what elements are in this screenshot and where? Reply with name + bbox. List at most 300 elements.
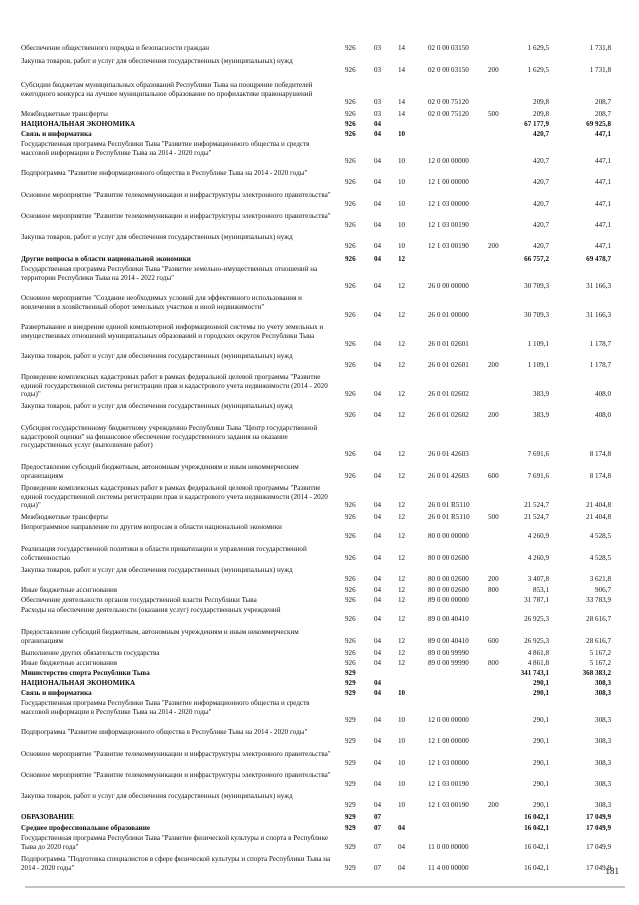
cell-rz: 04 xyxy=(374,282,382,291)
cell-amount-2: 308,3 xyxy=(595,758,611,767)
cell-pr: 12 xyxy=(398,574,406,583)
cell-amount-2: 1 731,8 xyxy=(589,65,611,74)
cell-amount-1: 30 709,3 xyxy=(524,282,549,291)
cell-name: Закупка товаров, работ и услуг для обеспечения государственных (муниципальных) нужд xyxy=(21,792,293,800)
cell-vr: 500 xyxy=(488,110,499,118)
cell-amount-1: 16 042,1 xyxy=(524,863,549,872)
cell-amount-2: 408,0 xyxy=(595,390,611,399)
cell-csr: 26 0 01 02601 xyxy=(428,340,469,349)
cell-pr: 12 xyxy=(398,340,406,349)
cell-csr: 12 1 03 00190 xyxy=(428,241,469,250)
cell-amount-1: 290,1 xyxy=(533,800,549,809)
cell-amount-2: 447,1 xyxy=(595,157,611,166)
cell-amount-2: 308,3 xyxy=(595,689,611,697)
cell-rz: 04 xyxy=(374,177,382,186)
cell-rz: 04 xyxy=(374,241,382,250)
cell-amount-1: 4 861,8 xyxy=(527,649,549,657)
cell-grbs: 926 xyxy=(345,614,356,623)
cell-csr: 80 0 00 02600 xyxy=(428,574,469,583)
cell-csr: 89 0 00 99990 xyxy=(428,649,469,657)
cell-amount-2: 447,1 xyxy=(595,220,611,229)
cell-grbs: 926 xyxy=(345,501,356,510)
cell-csr: 26 0 01 42603 xyxy=(428,449,469,458)
cell-amount-1: 7 691,6 xyxy=(527,471,549,480)
cell-rz: 07 xyxy=(374,863,382,872)
cell-rz: 04 xyxy=(374,779,382,788)
cell-amount-2: 5 167,2 xyxy=(589,659,611,667)
cell-grbs: 929 xyxy=(345,716,356,725)
cell-csr: 26 0 01 R5110 xyxy=(428,501,470,510)
cell-name: Выполнение других обязательств государства xyxy=(21,649,160,657)
cell-rz: 04 xyxy=(374,255,382,263)
cell-rz: 04 xyxy=(374,800,382,809)
cell-rz: 04 xyxy=(374,586,382,594)
cell-vr: 800 xyxy=(488,659,499,667)
cell-name: Основное мероприятие "Развитие телекоммуникации и инфраструктуры электронного правительства" xyxy=(21,771,331,779)
cell-rz: 04 xyxy=(374,574,382,583)
cell-amount-1: 4 260,9 xyxy=(527,553,549,562)
cell-pr: 10 xyxy=(398,716,406,725)
cell-pr: 12 xyxy=(398,501,406,510)
cell-name: Предоставление субсидий бюджетным, автономным учреждениям и иным некоммерческим организациям xyxy=(21,628,299,645)
cell-name: Основное мероприятие "Развитие телекоммуникации и инфраструктуры электронного правительства" xyxy=(21,191,331,199)
cell-csr: 12 1 00 00000 xyxy=(428,177,469,186)
cell-pr: 14 xyxy=(398,65,406,74)
cell-rz: 04 xyxy=(374,501,382,510)
cell-csr: 80 0 00 02600 xyxy=(428,586,469,594)
cell-amount-1: 420,7 xyxy=(533,130,549,138)
cell-name: Государственная программа Республики Тыва "Развитие земельно-имущественных отношений на территории Республики Тыва на 2014 - 2022 годы" xyxy=(21,265,318,282)
cell-amount-1: 31 787,1 xyxy=(524,596,549,604)
cell-amount-1: 383,9 xyxy=(533,390,549,399)
cell-amount-2: 4 528,5 xyxy=(589,531,611,540)
cell-pr: 12 xyxy=(398,282,406,291)
cell-amount-2: 8 174,8 xyxy=(589,449,611,458)
cell-grbs: 926 xyxy=(345,282,356,291)
cell-rz: 07 xyxy=(374,842,382,851)
cell-name: Основное мероприятие "Развитие телекоммуникации и инфраструктуры электронного правительства" xyxy=(21,750,331,758)
cell-amount-1: 21 524,7 xyxy=(524,513,549,521)
cell-name: Закупка товаров, работ и услуг для обеспечения государственных (муниципальных) нужд xyxy=(21,57,293,65)
cell-grbs: 926 xyxy=(345,390,356,399)
cell-amount-2: 447,1 xyxy=(595,241,611,250)
cell-name: Государственная программа Республики Тыва "Развитие информационного общества и средств массовой информации в Республике Тыва на 2014 - 2020 годы" xyxy=(21,140,310,157)
cell-amount-2: 308,3 xyxy=(595,736,611,745)
cell-name: Закупка товаров, работ и услуг для обеспечения государственных (муниципальных) нужд xyxy=(21,402,293,410)
cell-pr: 12 xyxy=(398,410,406,419)
cell-pr: 10 xyxy=(398,689,406,697)
cell-amount-2: 368 383,2 xyxy=(582,669,611,677)
cell-name: Закупка товаров, работ и услуг для обеспечения государственных (муниципальных) нужд xyxy=(21,566,293,574)
cell-amount-1: 26 925,3 xyxy=(524,614,549,623)
cell-grbs: 926 xyxy=(345,110,356,118)
cell-name: Подпрограмма "Подготовка специалистов в сфере физической культуры и спорта Республики Тыва на 2014 - 2020 годы" xyxy=(21,855,331,872)
cell-csr: 02 0 00 03150 xyxy=(428,65,469,74)
cell-vr: 200 xyxy=(488,800,499,809)
cell-csr: 12 1 00 00000 xyxy=(428,736,469,745)
page-number: 181 xyxy=(605,866,619,876)
cell-amount-2: 1 178,7 xyxy=(589,340,611,349)
cell-csr: 89 0 00 40410 xyxy=(428,636,469,645)
cell-csr: 26 0 01 02601 xyxy=(428,360,469,369)
cell-pr: 12 xyxy=(398,390,406,399)
cell-amount-1: 66 757,2 xyxy=(524,255,549,263)
cell-grbs: 926 xyxy=(345,410,356,419)
cell-csr: 12 0 00 00000 xyxy=(428,716,469,725)
cell-amount-1: 420,7 xyxy=(533,220,549,229)
cell-rz: 04 xyxy=(374,659,382,667)
cell-amount-2: 69 478,7 xyxy=(586,255,611,263)
cell-rz: 04 xyxy=(374,220,382,229)
cell-grbs: 926 xyxy=(345,199,356,208)
cell-csr: 11 4 00 00000 xyxy=(428,863,469,872)
cell-rz: 04 xyxy=(374,614,382,623)
cell-amount-2: 447,1 xyxy=(595,130,611,138)
cell-rz: 04 xyxy=(374,360,382,369)
cell-rz: 04 xyxy=(374,449,382,458)
cell-csr: 80 0 00 02600 xyxy=(428,553,469,562)
cell-name: Обеспечение деятельности органов государственной власти Республики Тыва xyxy=(21,596,257,604)
cell-vr: 600 xyxy=(488,471,499,480)
cell-csr: 26 0 01 02602 xyxy=(428,410,469,419)
cell-grbs: 926 xyxy=(345,65,356,74)
cell-grbs: 926 xyxy=(345,471,356,480)
cell-amount-2: 308,3 xyxy=(595,779,611,788)
cell-csr: 11 0 00 00000 xyxy=(428,842,469,851)
cell-name: НАЦИОНАЛЬНАЯ ЭКОНОМИКА xyxy=(21,120,136,128)
cell-amount-1: 341 743,1 xyxy=(520,669,549,677)
cell-rz: 04 xyxy=(374,410,382,419)
cell-csr: 12 1 03 00000 xyxy=(428,199,469,208)
cell-grbs: 926 xyxy=(345,44,356,52)
cell-rz: 04 xyxy=(374,596,382,604)
cell-amount-1: 420,7 xyxy=(533,199,549,208)
cell-amount-2: 5 167,2 xyxy=(589,649,611,657)
cell-amount-1: 1 109,1 xyxy=(527,340,549,349)
cell-csr: 89 0 00 00000 xyxy=(428,596,469,604)
cell-name: Связь и информатика xyxy=(21,689,92,697)
cell-name: Связь и информатика xyxy=(21,130,92,138)
cell-pr: 04 xyxy=(398,863,406,872)
cell-name: Подпрограмма "Развитие информационного общества в Республике Тыва на 2014 - 2020 годы" xyxy=(21,169,308,177)
cell-csr: 89 0 00 99990 xyxy=(428,659,469,667)
cell-csr: 02 0 00 75120 xyxy=(428,98,469,107)
cell-grbs: 926 xyxy=(345,636,356,645)
cell-csr: 12 1 03 00000 xyxy=(428,758,469,767)
cell-pr: 12 xyxy=(398,614,406,623)
cell-vr: 200 xyxy=(488,574,499,583)
cell-amount-2: 21 404,8 xyxy=(586,501,611,510)
cell-grbs: 926 xyxy=(345,220,356,229)
scan-artifact-line xyxy=(25,886,625,888)
cell-name: Другие вопросы в области национальной экономики xyxy=(21,255,191,263)
cell-pr: 12 xyxy=(398,513,406,521)
cell-grbs: 926 xyxy=(345,596,356,604)
cell-grbs: 929 xyxy=(345,679,356,687)
cell-pr: 10 xyxy=(398,241,406,250)
cell-rz: 04 xyxy=(374,689,382,697)
cell-grbs: 926 xyxy=(345,130,356,138)
cell-grbs: 926 xyxy=(345,360,356,369)
cell-amount-1: 420,7 xyxy=(533,241,549,250)
cell-vr: 800 xyxy=(488,586,499,594)
cell-csr: 12 1 03 00190 xyxy=(428,779,469,788)
cell-name: Обеспечение общественного порядка и безопасности граждан xyxy=(21,44,210,52)
cell-name: Закупка товаров, работ и услуг для обеспечения государственных (муниципальных) нужд xyxy=(21,233,293,241)
cell-csr: 12 1 03 00190 xyxy=(428,220,469,229)
cell-rz: 04 xyxy=(374,199,382,208)
cell-grbs: 929 xyxy=(345,779,356,788)
cell-vr: 200 xyxy=(488,241,499,250)
cell-amount-2: 308,3 xyxy=(595,716,611,725)
cell-vr: 600 xyxy=(488,636,499,645)
cell-name: Закупка товаров, работ и услуг для обеспечения государственных (муниципальных) нужд xyxy=(21,352,293,360)
cell-csr: 26 0 01 02602 xyxy=(428,390,469,399)
cell-pr: 12 xyxy=(398,255,406,263)
cell-rz: 04 xyxy=(374,649,382,657)
cell-amount-1: 290,1 xyxy=(533,679,549,687)
cell-name: Подпрограмма "Развитие информационного общества в Республике Тыва на 2014 - 2020 годы" xyxy=(21,728,308,736)
cell-amount-1: 290,1 xyxy=(533,736,549,745)
cell-pr: 14 xyxy=(398,44,406,52)
cell-grbs: 929 xyxy=(345,813,356,821)
cell-pr: 10 xyxy=(398,779,406,788)
cell-grbs: 926 xyxy=(345,553,356,562)
cell-csr: 80 0 00 00000 xyxy=(428,531,469,540)
cell-csr: 12 0 00 00000 xyxy=(428,157,469,166)
cell-name: Основное мероприятие "Создание необходимых условий для эффективного использования и вовлечения в хозяйственный оборот земельных участков и иной недвижимости" xyxy=(21,294,302,311)
cell-pr: 12 xyxy=(398,596,406,604)
cell-amount-1: 7 691,6 xyxy=(527,449,549,458)
cell-amount-2: 408,0 xyxy=(595,410,611,419)
cell-amount-2: 28 616,7 xyxy=(586,636,611,645)
cell-csr: 12 1 03 00190 xyxy=(428,800,469,809)
cell-amount-1: 16 042,1 xyxy=(524,813,549,821)
cell-name: Проведение комплексных кадастровых работ в рамках федеральной целевой программы "Развитие единой государственной системы регистрации прав и кадастрового учета недвижимости (2014 - 2020 годы)" xyxy=(21,484,328,510)
cell-amount-2: 447,1 xyxy=(595,177,611,186)
cell-amount-2: 4 528,5 xyxy=(589,553,611,562)
cell-grbs: 929 xyxy=(345,736,356,745)
cell-name: Развертывание и внедрение единой компьютерной информационной системы по учету земельных и имущественных отношений муниципальных образований и городских округов Республики Тыва xyxy=(21,323,324,340)
cell-vr: 200 xyxy=(488,65,499,74)
cell-rz: 03 xyxy=(374,98,382,107)
cell-rz: 04 xyxy=(374,736,382,745)
cell-vr: 200 xyxy=(488,360,499,369)
cell-grbs: 926 xyxy=(345,157,356,166)
cell-rz: 04 xyxy=(374,120,382,128)
cell-rz: 04 xyxy=(374,716,382,725)
cell-grbs: 926 xyxy=(345,659,356,667)
cell-amount-2: 3 621,8 xyxy=(589,574,611,583)
cell-amount-2: 208,7 xyxy=(595,110,611,118)
cell-rz: 04 xyxy=(374,130,382,138)
cell-grbs: 929 xyxy=(345,669,356,677)
cell-amount-1: 4 260,9 xyxy=(527,531,549,540)
cell-grbs: 926 xyxy=(345,120,356,128)
cell-amount-1: 1 629,5 xyxy=(527,44,549,52)
cell-amount-1: 1 629,5 xyxy=(527,65,549,74)
cell-grbs: 929 xyxy=(345,800,356,809)
cell-amount-2: 21 404,8 xyxy=(586,513,611,521)
cell-amount-2: 17 049,9 xyxy=(586,842,611,851)
cell-csr: 26 0 01 R5110 xyxy=(428,513,470,521)
cell-pr: 12 xyxy=(398,360,406,369)
cell-grbs: 926 xyxy=(345,649,356,657)
cell-amount-1: 30 709,3 xyxy=(524,311,549,320)
cell-csr: 89 0 00 40410 xyxy=(428,614,469,623)
cell-name: Среднее профессиональное образование xyxy=(21,824,150,832)
cell-name: Непрограммное направление по другим вопросам в области национальной экономики xyxy=(21,523,282,531)
cell-pr: 14 xyxy=(398,110,406,118)
cell-csr: 26 0 01 00000 xyxy=(428,311,469,320)
cell-amount-2: 447,1 xyxy=(595,199,611,208)
cell-amount-1: 290,1 xyxy=(533,779,549,788)
cell-grbs: 926 xyxy=(345,531,356,540)
cell-rz: 03 xyxy=(374,65,382,74)
cell-name: Государственная программа Республики Тыва "Развитие информационного общества и средств массовой информации в Республике Тыва на 2014 - 2020 годы" xyxy=(21,699,310,716)
cell-name: Предоставление субсидий бюджетным, автономным учреждениям и иным некоммерческим организациям xyxy=(21,463,299,480)
cell-amount-1: 16 042,1 xyxy=(524,824,549,832)
cell-amount-2: 17 049,9 xyxy=(586,813,611,821)
cell-pr: 12 xyxy=(398,531,406,540)
cell-grbs: 929 xyxy=(345,842,356,851)
cell-amount-2: 208,7 xyxy=(595,98,611,107)
cell-amount-1: 67 177,9 xyxy=(524,120,549,128)
cell-name: Субсидии бюджетам муниципальных образований Республики Тыва на поощрение победителей ежегодного конкурса на лучшее муниципальное образование по профилактике правонарушений xyxy=(21,81,313,98)
cell-name: Иные бюджетные ассигнования xyxy=(21,586,118,594)
cell-rz: 04 xyxy=(374,390,382,399)
cell-pr: 10 xyxy=(398,758,406,767)
cell-pr: 10 xyxy=(398,199,406,208)
cell-pr: 12 xyxy=(398,449,406,458)
cell-amount-1: 420,7 xyxy=(533,157,549,166)
cell-grbs: 926 xyxy=(345,340,356,349)
cell-pr: 10 xyxy=(398,130,406,138)
cell-amount-2: 8 174,8 xyxy=(589,471,611,480)
cell-name: ОБРАЗОВАНИЕ xyxy=(21,813,75,821)
cell-grbs: 926 xyxy=(345,255,356,263)
cell-grbs: 929 xyxy=(345,863,356,872)
cell-amount-1: 21 524,7 xyxy=(524,501,549,510)
cell-amount-2: 308,3 xyxy=(595,679,611,687)
cell-amount-1: 290,1 xyxy=(533,758,549,767)
cell-grbs: 926 xyxy=(345,241,356,250)
cell-amount-1: 1 109,1 xyxy=(527,360,549,369)
cell-amount-2: 31 166,3 xyxy=(586,282,611,291)
cell-name: Межбюджетные трансферты xyxy=(21,110,108,118)
cell-pr: 04 xyxy=(398,824,406,832)
cell-pr: 12 xyxy=(398,636,406,645)
cell-amount-1: 290,1 xyxy=(533,716,549,725)
cell-pr: 14 xyxy=(398,98,406,107)
cell-pr: 12 xyxy=(398,553,406,562)
cell-grbs: 926 xyxy=(345,311,356,320)
cell-amount-1: 16 042,1 xyxy=(524,842,549,851)
cell-name: Реализация государственной политики в области приватизации и управления государственной собственностью xyxy=(21,545,307,562)
cell-amount-1: 290,1 xyxy=(533,689,549,697)
cell-rz: 03 xyxy=(374,44,382,52)
cell-rz: 07 xyxy=(374,824,382,832)
cell-grbs: 926 xyxy=(345,574,356,583)
cell-pr: 10 xyxy=(398,736,406,745)
cell-amount-1: 383,9 xyxy=(533,410,549,419)
cell-pr: 10 xyxy=(398,220,406,229)
cell-vr: 500 xyxy=(488,513,499,521)
cell-amount-2: 28 616,7 xyxy=(586,614,611,623)
cell-amount-2: 308,3 xyxy=(595,800,611,809)
cell-amount-2: 1 731,8 xyxy=(589,44,611,52)
cell-rz: 04 xyxy=(374,513,382,521)
cell-amount-1: 209,8 xyxy=(533,110,549,118)
cell-amount-1: 26 925,3 xyxy=(524,636,549,645)
cell-amount-1: 3 407,8 xyxy=(527,574,549,583)
cell-pr: 12 xyxy=(398,659,406,667)
cell-rz: 04 xyxy=(374,679,382,687)
cell-pr: 10 xyxy=(398,157,406,166)
cell-grbs: 926 xyxy=(345,586,356,594)
cell-pr: 12 xyxy=(398,649,406,657)
cell-rz: 04 xyxy=(374,553,382,562)
cell-grbs: 926 xyxy=(345,449,356,458)
cell-amount-2: 17 049,9 xyxy=(586,863,611,872)
cell-grbs: 926 xyxy=(345,98,356,107)
cell-pr: 10 xyxy=(398,177,406,186)
cell-rz: 04 xyxy=(374,471,382,480)
cell-pr: 12 xyxy=(398,586,406,594)
cell-grbs: 929 xyxy=(345,824,356,832)
cell-name: Иные бюджетные ассигнования xyxy=(21,659,118,667)
cell-amount-1: 853,1 xyxy=(533,586,549,594)
cell-rz: 04 xyxy=(374,340,382,349)
cell-amount-1: 420,7 xyxy=(533,177,549,186)
cell-csr: 02 0 00 03150 xyxy=(428,44,469,52)
cell-csr: 26 0 01 42603 xyxy=(428,471,469,480)
cell-name: Государственная программа Республики Тыва "Развитие физической культуры и спорта в Республике Тыва до 2020 года" xyxy=(21,834,328,851)
cell-amount-2: 31 166,3 xyxy=(586,311,611,320)
cell-csr: 02 0 00 75120 xyxy=(428,110,469,118)
cell-name: Основное мероприятие "Развитие телекоммуникации и инфраструктуры электронного правительства" xyxy=(21,212,331,220)
cell-rz: 03 xyxy=(374,110,382,118)
cell-name: Министерство спорта Республики Тыва xyxy=(21,669,150,677)
cell-amount-2: 33 783,9 xyxy=(586,596,611,604)
cell-pr: 10 xyxy=(398,800,406,809)
cell-grbs: 926 xyxy=(345,177,356,186)
cell-rz: 04 xyxy=(374,636,382,645)
cell-name: Проведение комплексных кадастровых работ в рамках федеральной целевой программы "Развитие единой государственной системы регистрации прав и кадастрового учета недвижимости (2014 - 2020 годы)" xyxy=(21,373,328,399)
cell-amount-1: 4 861,8 xyxy=(527,659,549,667)
cell-amount-2: 69 925,8 xyxy=(586,120,611,128)
cell-pr: 12 xyxy=(398,311,406,320)
cell-vr: 200 xyxy=(488,410,499,419)
cell-rz: 04 xyxy=(374,157,382,166)
cell-name: Межбюджетные трансферты xyxy=(21,513,108,521)
cell-name: Расходы на обеспечение деятельности (оказания услуг) государственных учреждений xyxy=(21,606,281,614)
cell-pr: 04 xyxy=(398,842,406,851)
cell-name: НАЦИОНАЛЬНАЯ ЭКОНОМИКА xyxy=(21,679,136,687)
cell-amount-1: 209,8 xyxy=(533,98,549,107)
cell-csr: 26 0 00 00000 xyxy=(428,282,469,291)
cell-rz: 04 xyxy=(374,758,382,767)
cell-amount-2: 17 049,9 xyxy=(586,824,611,832)
cell-rz: 07 xyxy=(374,813,382,821)
cell-grbs: 929 xyxy=(345,689,356,697)
cell-rz: 04 xyxy=(374,531,382,540)
cell-name: Субсидия государственному бюджетному учреждению Республики Тыва "Центр государственной кадастровой оценки" на финансовое обеспечение государственного задания на оказание государственных услуг (выполнение работ) xyxy=(21,424,318,450)
cell-amount-2: 906,7 xyxy=(595,586,611,594)
cell-amount-2: 1 178,7 xyxy=(589,360,611,369)
cell-grbs: 929 xyxy=(345,758,356,767)
cell-pr: 12 xyxy=(398,471,406,480)
